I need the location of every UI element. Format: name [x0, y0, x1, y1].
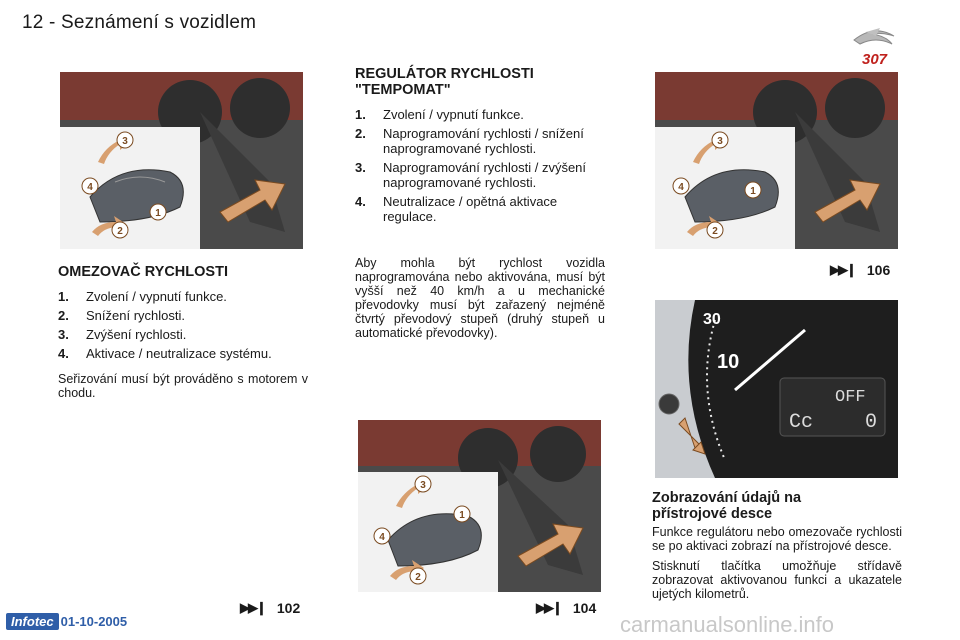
peugeot-307-logo	[846, 22, 902, 68]
list-item: 2. Naprogramování rychlosti / snížení naprogramované rychlosti.	[355, 126, 584, 156]
svg-text:1: 1	[750, 186, 756, 197]
cruise-control-stalk-photo-right	[655, 72, 898, 249]
svg-text:1: 1	[459, 510, 465, 521]
svg-text:3: 3	[122, 136, 128, 147]
page-ref-104[interactable]: ▶▶❙ 104	[536, 600, 597, 616]
cruise-control-list	[355, 107, 605, 228]
list-item: 3. Naprogramování rychlosti / zvýšení naprogramované rychlosti.	[355, 160, 587, 190]
list-item: 4. Neutralizace / opětná aktivace regulace.	[355, 194, 558, 224]
page-ref-102[interactable]: ▶▶❙ 102	[240, 600, 301, 616]
list-item: 1. Zvolení / vypnutí funkce.	[58, 289, 227, 304]
cruise-control-heading: REGULÁTOR RYCHLOSTI "TEMPOMAT"	[355, 66, 534, 98]
svg-text:2: 2	[117, 226, 123, 237]
svg-text:2: 2	[415, 572, 421, 583]
double-arrow-icon: ▶▶❙	[536, 600, 561, 615]
double-arrow-icon: ▶▶❙	[830, 262, 855, 277]
svg-text:3: 3	[420, 480, 426, 491]
instrument-panel-photo	[655, 300, 898, 478]
svg-text:4: 4	[379, 532, 385, 543]
speed-limiter-list	[58, 289, 313, 365]
svg-text:4: 4	[678, 182, 684, 193]
list-item: 2. Snížení rychlosti.	[58, 308, 185, 323]
watermark: carmanualsonline.info	[620, 612, 835, 637]
infotec-logo: Infotec	[6, 613, 59, 630]
svg-text:Cc: Cc	[789, 411, 814, 434]
dashboard-display-heading: Zobrazování údajů na přístrojové desce	[652, 490, 802, 522]
svg-text:3: 3	[717, 136, 723, 147]
double-arrow-icon: ▶▶❙	[240, 600, 265, 615]
list-item: 1. Zvolení / vypnutí funkce.	[355, 107, 524, 122]
cruise-control-stalk-photo	[358, 420, 601, 592]
svg-text:4: 4	[87, 182, 93, 193]
speed-limiter-stalk-photo	[60, 72, 303, 249]
speed-limiter-note: Seřizování musí být prováděno s motorem v chodu.	[58, 372, 308, 400]
list-item: 4. Aktivace / neutralizace systému.	[58, 346, 272, 361]
svg-text:OFF: OFF	[835, 388, 866, 407]
logo-text: 307	[862, 51, 888, 68]
svg-text:0: 0	[865, 411, 878, 434]
page-title: 12 - Seznámení s vozidlem	[22, 12, 257, 33]
speed-limiter-heading: OMEZOVAČ RYCHLOSTI	[58, 264, 228, 280]
svg-text:2: 2	[712, 226, 718, 237]
svg-text:1: 1	[155, 208, 161, 219]
list-item: 3. Zvýšení rychlosti.	[58, 327, 187, 342]
cruise-control-note: Aby mohla být rychlost vozidla naprogramována nebo aktivována, musí být vyšší než 40 km/h a u mechanické převodovky musí být zařazený nejméně čtvrtý převodový stupeň (druhý stupeň u automatické převodovky).	[355, 256, 605, 340]
page-ref-106[interactable]: ▶▶❙ 106	[830, 262, 891, 278]
footer-badge	[6, 613, 127, 630]
svg-text:10: 10	[717, 351, 740, 373]
footer-date: 01-10-2005	[60, 614, 128, 629]
svg-text:30: 30	[703, 311, 721, 328]
dashboard-display-text: Funkce regulátoru nebo omezovače rychlosti se po aktivaci zobrazí na přístrojové desce. Stisknutí tlačítka umožňuje střídavě zobrazovat aktivovanou funkci a ukazatele ujetých kilometrů.	[652, 525, 902, 601]
